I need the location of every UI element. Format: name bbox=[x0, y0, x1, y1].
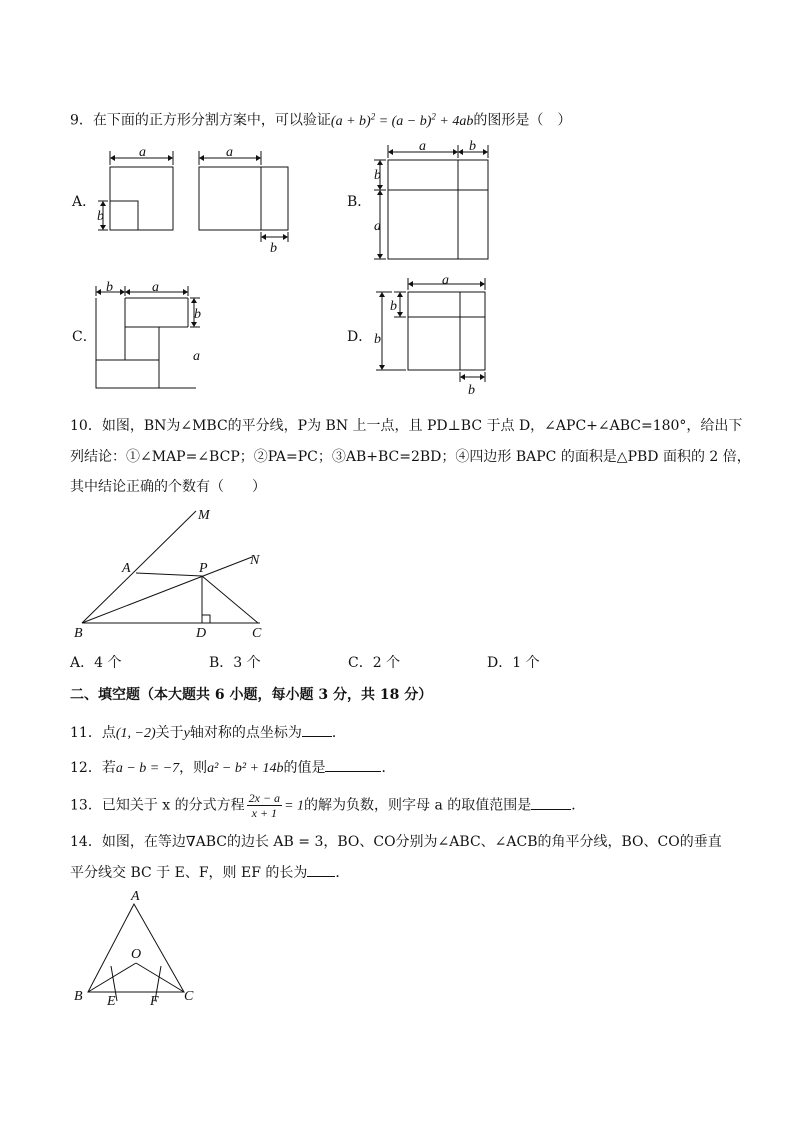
q14-label-b: B bbox=[74, 989, 83, 1004]
q9-formula: $(a + b)^2 = (a - b)^2 + 4ab$ bbox=[330, 111, 474, 129]
q14-label-e: E bbox=[107, 994, 116, 1009]
q10-stem-line3: 其中结论正确的个数有（ ） bbox=[70, 479, 266, 495]
fig-b-label-a1: a bbox=[419, 140, 426, 154]
q12: 12．若a − b = −7，则a² − b² + 14b的值是 ． bbox=[70, 757, 395, 779]
q14-stem-line1: 14．如图，在等边∇ABC的边长 AB = 3，BO、CO分别为∠ABC、∠ACB的角平分线，BO、CO的垂直 bbox=[70, 834, 722, 850]
q10-label-p: P bbox=[199, 561, 208, 576]
q9-figure-a bbox=[94, 145, 299, 255]
fig-b-label-b1: b bbox=[469, 140, 476, 154]
q9-option-b-label: B． bbox=[347, 194, 372, 210]
section-title: 二、填空题（本大题共 6 小题，每小题 3 分，共 18 分） bbox=[70, 687, 433, 703]
q10-stem-line1: 10．如图，BN为∠MBC的平分线，P为 BN 上一点，且 PD⊥BC 于点 D，∠APC+∠ABC=180°，给出下 bbox=[70, 418, 743, 434]
fig-a-label-a1: a bbox=[139, 145, 146, 160]
q10-label-b: B bbox=[74, 626, 83, 641]
q10-choice-c: C．2 个 bbox=[348, 655, 401, 671]
q10-label-m: M bbox=[198, 508, 210, 523]
fig-a-label-a2: a bbox=[226, 145, 233, 160]
fig-c-label-a2: a bbox=[193, 349, 200, 364]
q9-figure-c bbox=[88, 280, 213, 392]
q10-figure bbox=[70, 503, 275, 643]
q14-answer-blank[interactable] bbox=[307, 862, 335, 877]
q9-option-c-label: C． bbox=[72, 329, 97, 345]
fig-b-label-b2: b bbox=[374, 168, 381, 183]
q9-option-a-label: A． bbox=[72, 194, 97, 210]
fig-d-label-b2: b bbox=[374, 332, 381, 347]
fig-c-label-a1: a bbox=[152, 280, 159, 295]
q10-label-a: A bbox=[122, 561, 131, 576]
q10-label-n: N bbox=[250, 553, 260, 568]
fig-c-label-b2: b bbox=[194, 307, 201, 322]
q10-label-d: D bbox=[196, 626, 207, 641]
q14-label-f: F bbox=[150, 994, 159, 1009]
q14-label-o: O bbox=[131, 947, 142, 962]
q9-figure-d bbox=[370, 272, 495, 397]
fig-b-label-a2: a bbox=[374, 219, 381, 234]
q10-label-c: C bbox=[252, 626, 262, 641]
q10-choice-d: D．1 个 bbox=[487, 655, 540, 671]
q9-figure-b bbox=[370, 140, 495, 262]
q12-expression: a² − b² + 14b bbox=[207, 761, 284, 776]
q12-answer-blank[interactable] bbox=[325, 757, 381, 772]
q11-answer-blank[interactable] bbox=[302, 722, 332, 737]
q11-point: (1, −2) bbox=[115, 726, 156, 741]
q14-figure bbox=[70, 886, 210, 1011]
fig-d-label-b3: b bbox=[468, 383, 475, 397]
q14-label-a: A bbox=[131, 889, 140, 904]
q13-answer-blank[interactable] bbox=[531, 795, 571, 810]
q9-suffix: 的图形是（ ） bbox=[473, 112, 572, 129]
q9-prefix: 9．在下面的正方形分割方案中，可以验证 bbox=[70, 112, 331, 129]
q10-choice-a: A．4 个 bbox=[70, 655, 122, 671]
q10-stem-line2: 列结论：①∠MAP=∠BCP；②PA=PC；③AB+BC=2BD；④四边形 BAPC 的面积是△PBD 面积的 2 倍， bbox=[70, 449, 751, 465]
q10-choice-b: B．3 个 bbox=[209, 655, 261, 671]
q11: 11．点(1, −2)关于y轴对称的点坐标为 ． bbox=[70, 722, 346, 744]
q13-fraction: $\frac{2x - a}{x + 1}$ bbox=[248, 791, 281, 820]
fig-a-label-b2: b bbox=[270, 241, 277, 255]
q9-option-d-label: D． bbox=[347, 329, 373, 345]
fig-d-label-a: a bbox=[442, 273, 449, 288]
q12-condition: a − b = −7 bbox=[115, 761, 180, 776]
fig-d-label-b1: b bbox=[390, 299, 397, 314]
fig-c-label-b1: b bbox=[106, 280, 113, 295]
q9-stem bbox=[70, 106, 571, 132]
fig-a-label-b1: b bbox=[97, 209, 104, 224]
q13: 13．已知关于 x 的分式方程 $\frac{2x - a}{x + 1}$ = 1的解为负数，则字母 a 的取值范围是 ． bbox=[70, 791, 586, 820]
q14-label-c: C bbox=[184, 989, 194, 1004]
q14-stem-line2: 平分线交 BC 于 E、F，则 EF 的长为 ． bbox=[70, 862, 349, 883]
